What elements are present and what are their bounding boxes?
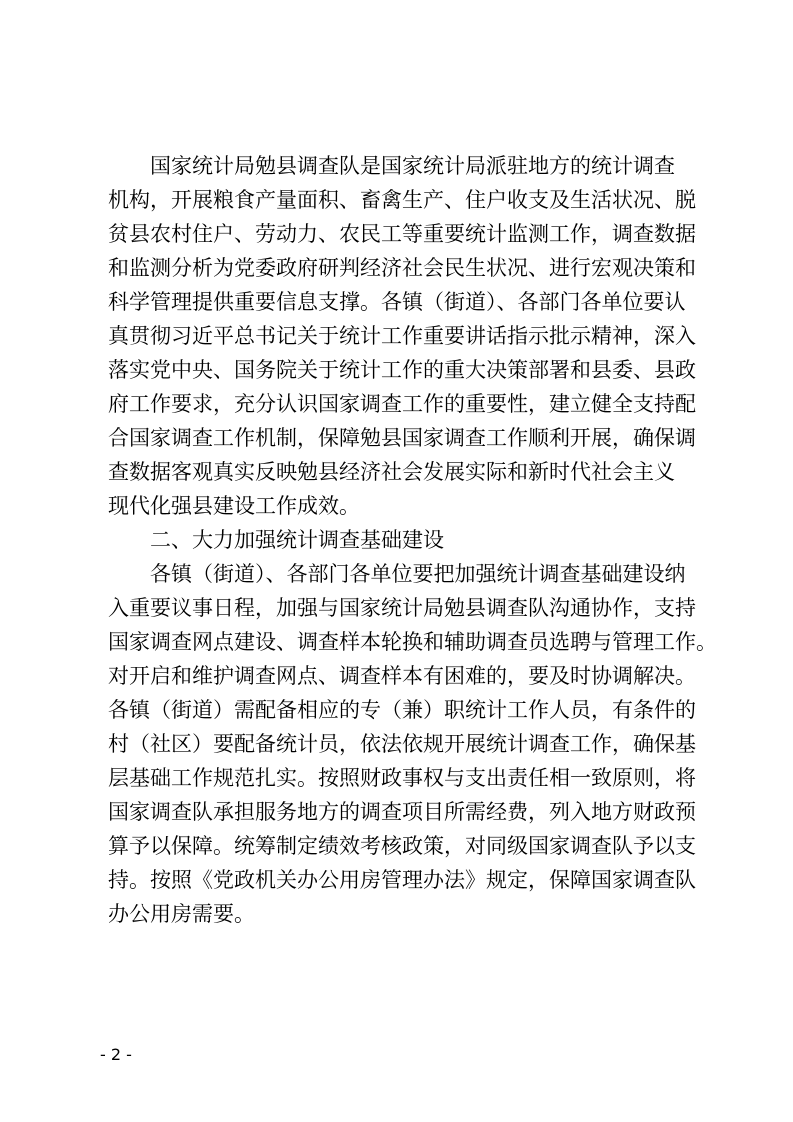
paragraph-line: 机构，开展粮食产量面积、畜禽生产、住户收支及生活状况、脱 bbox=[108, 188, 696, 212]
paragraph-line: 算予以保障。统筹制定绩效考核政策，对同级国家调查队予以支 bbox=[108, 834, 696, 858]
paragraph-line: 国家调查网点建设、调查样本轮换和辅助调查员选聘与管理工作。 bbox=[108, 630, 717, 654]
section-heading: 二、大力加强统计调查基础建设 bbox=[150, 528, 444, 552]
paragraph-line: 各镇（街道）需配备相应的专（兼）职统计工作人员，有条件的 bbox=[108, 698, 696, 722]
page-number: - 2 - bbox=[100, 1045, 132, 1064]
paragraph-line: 现代化强县建设工作成效。 bbox=[108, 494, 360, 518]
paragraph-line: 办公用房需要。 bbox=[108, 902, 255, 926]
paragraph-line: 对开启和维护调查网点、调查样本有困难的，要及时协调解决。 bbox=[108, 664, 696, 688]
paragraph-line: 贫县农村住户、劳动力、农民工等重要统计监测工作，调查数据 bbox=[108, 222, 696, 246]
paragraph-line: 国家调查队承担服务地方的调查项目所需经费，列入地方财政预 bbox=[108, 800, 696, 824]
paragraph-line: 落实党中央、国务院关于统计工作的重大决策部署和县委、县政 bbox=[108, 358, 696, 382]
paragraph-line: 查数据客观真实反映勉县经济社会发展实际和新时代社会主义 bbox=[108, 460, 675, 484]
paragraph-line: 村（社区）要配备统计员，依法依规开展统计调查工作，确保基 bbox=[108, 732, 696, 756]
paragraph-line: 层基础工作规范扎实。按照财政事权与支出责任相一致原则，将 bbox=[108, 766, 696, 790]
paragraph-line: 和监测分析为党委政府研判经济社会民生状况、进行宏观决策和 bbox=[108, 256, 696, 280]
paragraph-line: 各镇（街道）、各部门各单位要把加强统计调查基础建设纳 bbox=[150, 562, 686, 586]
paragraph-line: 府工作要求，充分认识国家调查工作的重要性，建立健全支持配 bbox=[108, 392, 696, 416]
paragraph-line: 入重要议事日程，加强与国家统计局勉县调查队沟通协作，支持 bbox=[108, 596, 696, 620]
paragraph-line: 国家统计局勉县调查队是国家统计局派驻地方的统计调查 bbox=[150, 154, 675, 178]
paragraph-line: 科学管理提供重要信息支撑。各镇（街道）、各部门各单位要认 bbox=[108, 290, 686, 314]
paragraph-line: 持。按照《党政机关办公用房管理办法》规定，保障国家调查队 bbox=[108, 868, 696, 892]
paragraph-line: 真贯彻习近平总书记关于统计工作重要讲话指示批示精神，深入 bbox=[108, 324, 696, 348]
paragraph-line: 合国家调查工作机制，保障勉县国家调查工作顺利开展，确保调 bbox=[108, 426, 696, 450]
